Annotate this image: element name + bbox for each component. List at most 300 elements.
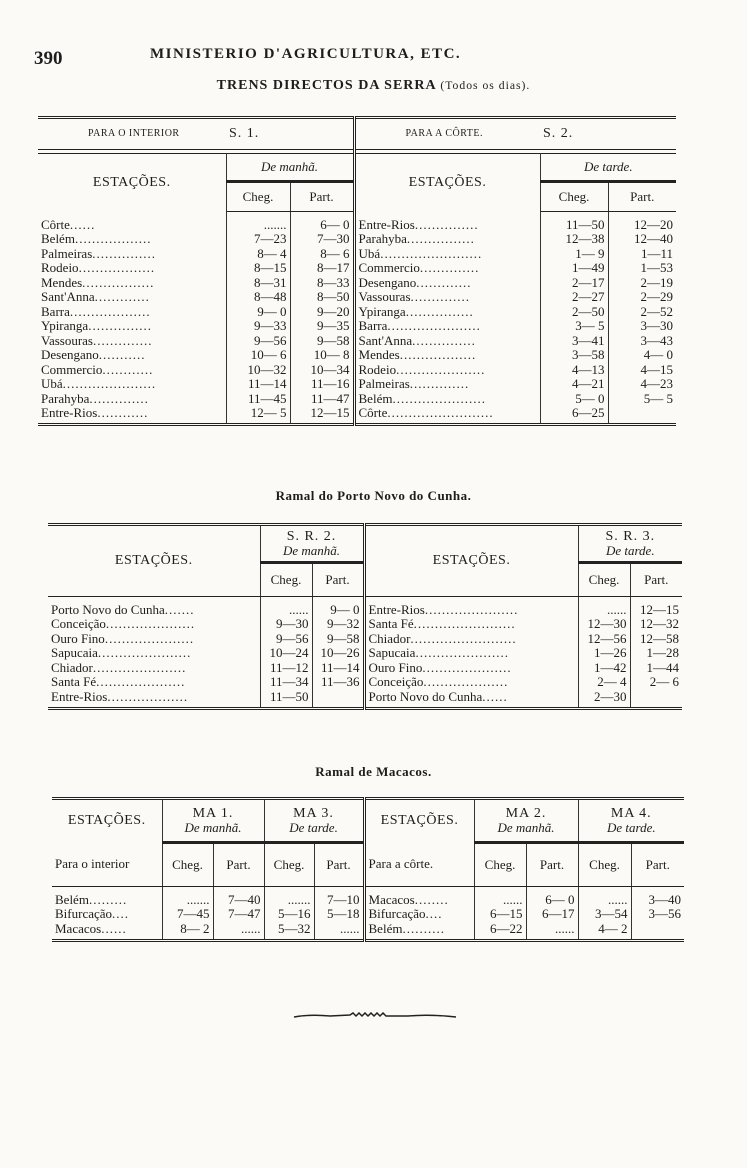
serra-left-arr: 8— 4	[226, 247, 290, 262]
table-row	[38, 406, 676, 421]
main-title	[0, 78, 747, 94]
macacos-right-dep2-header: Part.	[631, 843, 684, 887]
serra-left-train: S. 1.	[226, 118, 354, 150]
serra-right-arr: 4—21	[540, 377, 608, 392]
serra-right-station	[354, 348, 540, 363]
serra-right-arr: 2—17	[540, 276, 608, 291]
main-title-note: (Todos os dias).	[440, 79, 531, 92]
porto-left-train: S. R. 2.	[286, 528, 337, 544]
serra-left-station	[38, 290, 226, 305]
serra-right-station	[354, 232, 540, 247]
leader-dots: .....................	[105, 617, 196, 631]
porto-left-period: De manhã.	[282, 542, 341, 558]
macacos-right-dep2	[631, 922, 684, 937]
serra-left-dep: 7—30	[290, 232, 354, 247]
porto-right-station	[364, 675, 578, 690]
serra-right-arr: 2—27	[540, 290, 608, 305]
serra-right-arr: 12—38	[540, 232, 608, 247]
serra-right-period: De tarde.	[540, 154, 676, 182]
macacos-right-train2-cell	[578, 799, 684, 843]
station-name: Conceição	[51, 617, 106, 631]
leader-dots: ......	[101, 921, 127, 936]
leader-dots: .....................	[104, 631, 195, 646]
serra-left-station	[38, 377, 226, 392]
macacos-left-station	[52, 893, 162, 908]
macacos-left-dep1: 7—47	[213, 907, 264, 922]
leader-dots: .....................	[422, 660, 512, 675]
station-name: Côrte	[358, 406, 388, 420]
porto-left-dep: 9—32	[312, 617, 364, 632]
serra-left-arr: 8—31	[226, 276, 290, 291]
station-name: Entre-Rios	[41, 406, 98, 420]
macacos-left-arr2: .......	[264, 893, 314, 908]
porto-left-arr: 9—56	[260, 632, 312, 647]
table-row	[38, 377, 676, 392]
serra-right-station	[354, 305, 540, 320]
macacos-left-station-header: ESTAÇÕES.	[52, 799, 162, 843]
serra-left-dep: 11—16	[290, 377, 354, 392]
serra-left-station	[38, 348, 226, 363]
macacos-left-station	[52, 907, 162, 922]
leader-dots: ..................	[78, 261, 156, 275]
leader-dots: ......................	[97, 646, 192, 660]
serra-left-station	[38, 406, 226, 421]
porto-right-train: S. R. 3.	[605, 528, 656, 544]
leader-dots: .................	[82, 275, 155, 290]
serra-left-dep: 8—33	[290, 276, 354, 291]
porto-right-station	[364, 661, 578, 676]
station-name: Parahyba	[41, 391, 90, 406]
serra-right-dep: 12—40	[634, 231, 674, 246]
leader-dots: ....................	[423, 675, 509, 689]
station-name: Entre-Rios	[368, 602, 425, 617]
serra-right-arr: 3—58	[540, 348, 608, 363]
macacos-left-train1-name: MA 1.	[192, 805, 234, 821]
station-name: Vassouras	[41, 333, 93, 348]
serra-right-dep: 4—15	[640, 361, 674, 377]
leader-dots: ......................	[92, 660, 187, 675]
serra-right-train: S. 2.	[540, 118, 676, 150]
leader-dots: ......	[69, 217, 96, 232]
serra-right-dep: 2—29	[640, 289, 674, 304]
macacos-left-station	[52, 922, 162, 937]
station-name: Ubá	[41, 377, 63, 391]
leader-dots: ...............	[412, 333, 476, 348]
serra-left-arr-header: Cheg.	[226, 182, 290, 212]
table-row	[48, 632, 682, 647]
serra-left-station-header: ESTAÇÕES.	[38, 154, 226, 212]
station-name: Porto Novo do Cunha	[368, 689, 483, 704]
porto-left-station	[48, 690, 260, 705]
porto-right-train-cell	[578, 525, 682, 563]
serra-right-station	[354, 363, 540, 378]
macacos-left-dep1-header: Part.	[213, 843, 264, 887]
table-row	[38, 363, 676, 378]
macacos-right-station	[364, 893, 474, 908]
serra-left-arr: 7—23	[226, 232, 290, 247]
serra-left-arr: 9—33	[226, 319, 290, 334]
macacos-right-arr1: 6—15	[474, 907, 526, 922]
porto-left-dep: 9— 0	[312, 603, 364, 618]
leader-dots: ....	[425, 907, 443, 921]
serra-right-station	[354, 392, 540, 407]
leader-dots: ...............	[414, 217, 479, 232]
table-row	[48, 675, 682, 690]
macacos-right-dep2: 3—56	[648, 906, 682, 921]
serra-left-dep: 10— 8	[290, 348, 354, 363]
station-name: Ypiranga	[41, 319, 89, 333]
station-name: Desengano	[358, 275, 417, 290]
serra-left-dep-header: Part.	[290, 182, 354, 212]
station-name: Sapucaia	[368, 646, 416, 660]
macacos-left-train2-period: De tarde.	[289, 819, 338, 835]
leader-dots: ............	[102, 362, 154, 377]
porto-right-dep: 12—15	[640, 601, 680, 617]
leader-dots: ..................	[399, 348, 477, 362]
station-name: Conceição	[368, 675, 424, 689]
leader-dots: ..............	[410, 290, 471, 304]
leader-dots: ......	[482, 689, 508, 704]
macacos-left-dep2-header: Part.	[314, 843, 364, 887]
serra-right-arr: 1—49	[540, 261, 608, 276]
macacos-right-arr2: 3—54	[578, 907, 631, 922]
macacos-right-station	[364, 922, 474, 937]
porto-left-station	[48, 675, 260, 690]
serra-right-arr: 1— 9	[540, 247, 608, 262]
macacos-left-arr1: 8— 2	[162, 922, 213, 937]
serra-right-arr: 2—50	[540, 305, 608, 320]
serra-timetable	[38, 116, 676, 426]
serra-left-arr: 9— 0	[226, 305, 290, 320]
serra-right-station	[354, 334, 540, 349]
macacos-left-train2-cell	[264, 799, 364, 843]
table-row	[52, 893, 684, 908]
macacos-right-arr1: 6—22	[474, 922, 526, 937]
porto-right-dep: 1—28	[646, 645, 680, 660]
serra-left-arr: 11—14	[226, 377, 290, 392]
serra-right-dep: 1—53	[640, 260, 674, 275]
serra-right-arr: 3— 5	[540, 319, 608, 334]
station-name: Santa Fé	[51, 675, 97, 689]
station-name: Vassouras	[358, 290, 411, 304]
serra-right-arr: 4—13	[540, 363, 608, 378]
serra-left-dep: 6— 0	[290, 218, 354, 233]
porto-left-dep: 9—58	[312, 632, 364, 647]
macacos-left-dep2: 5—18	[314, 907, 364, 922]
macacos-right-arr1: ......	[474, 893, 526, 908]
station-name: Palmeiras	[41, 246, 93, 261]
station-name: Belém	[41, 232, 75, 246]
station-name: Rodeio	[358, 362, 397, 377]
serra-right-dep: 3—43	[640, 332, 674, 348]
leader-dots: ..............	[419, 261, 480, 275]
serra-left-arr: 8—15	[226, 261, 290, 276]
serra-left-station	[38, 319, 226, 334]
porto-left-arr: 10—24	[260, 646, 312, 661]
porto-novo-timetable	[48, 523, 682, 710]
table-row	[48, 661, 682, 676]
station-name: Entre-Rios	[51, 689, 108, 704]
porto-right-dep: 12—58	[640, 630, 680, 646]
serra-right-station	[354, 247, 540, 262]
serra-left-dep: 8— 6	[290, 247, 354, 262]
serra-left-station	[38, 305, 226, 320]
macacos-timetable	[52, 797, 684, 942]
porto-left-arr: 11—50	[260, 690, 312, 705]
serra-left-direction: PARA O INTERIOR	[38, 118, 226, 150]
macacos-left-arr2: 5—32	[264, 922, 314, 937]
table-row	[52, 922, 684, 937]
porto-left-dep	[312, 690, 364, 705]
serra-right-arr: 3—41	[540, 334, 608, 349]
serra-left-station	[38, 392, 226, 407]
serra-left-dep: 12—15	[290, 406, 354, 421]
table-row	[48, 690, 682, 705]
leader-dots: ......................	[424, 602, 519, 617]
porto-right-dep	[630, 690, 682, 705]
station-name: Ubá	[358, 246, 381, 261]
station-name: Mendes	[41, 275, 83, 290]
serra-left-station	[38, 276, 226, 291]
porto-left-station	[48, 632, 260, 647]
leader-dots: ..............	[93, 333, 153, 348]
macacos-right-dep2: 3—40	[648, 891, 682, 907]
leader-dots: ..............	[89, 391, 149, 406]
serra-right-arr: 6—25	[540, 406, 608, 421]
station-name: Sant'Anna	[358, 333, 413, 348]
macacos-left-dep2: 7—10	[314, 893, 364, 908]
serra-right-station-header: ESTAÇÕES.	[354, 154, 540, 212]
macacos-left-dep1: ......	[213, 922, 264, 937]
porto-left-station	[48, 617, 260, 632]
porto-right-arr: 2—30	[578, 690, 630, 705]
station-name: Desengano	[41, 348, 99, 362]
leader-dots: .............	[416, 275, 472, 290]
porto-right-arr: 1—42	[578, 661, 630, 676]
station-name: Macacos	[368, 892, 415, 907]
leader-dots: ........	[414, 892, 449, 907]
serra-left-arr: 12— 5	[226, 406, 290, 421]
table-row	[38, 218, 676, 233]
porto-right-station	[364, 690, 578, 705]
leader-dots: .............	[94, 290, 150, 304]
porto-right-dep: 12—32	[640, 616, 680, 631]
macacos-right-dep1: 6—17	[526, 907, 578, 922]
serra-right-dep: 2—19	[640, 274, 674, 290]
leader-dots: .........	[88, 892, 128, 907]
porto-left-train-cell	[260, 525, 364, 563]
running-head: MINISTERIO D'AGRICULTURA, ETC.	[150, 46, 462, 62]
serra-right-dep: 1—11	[641, 245, 674, 261]
serra-right-station	[354, 218, 540, 233]
porto-right-arr: 2— 4	[578, 675, 630, 690]
serra-right-arr: 11—50	[540, 218, 608, 233]
macacos-left-train2-name: MA 3.	[293, 805, 334, 821]
station-name: Mendes	[358, 348, 400, 362]
station-name: Palmeiras	[358, 377, 410, 391]
macacos-right-arr2: ......	[578, 893, 631, 908]
macacos-right-train2-name: MA 4.	[610, 805, 652, 821]
serra-right-station	[354, 406, 540, 421]
serra-left-arr: 10—32	[226, 363, 290, 378]
macacos-right-station-header: ESTAÇÕES.	[364, 799, 474, 843]
porto-left-dep-header: Part.	[312, 563, 364, 597]
leader-dots: ..............	[409, 377, 470, 391]
leader-dots: ................	[406, 232, 475, 246]
serra-right-dep: 5— 5	[643, 390, 674, 406]
serra-left-dep: 9—20	[290, 305, 354, 320]
table-row	[48, 603, 682, 618]
leader-dots: .........................	[387, 406, 494, 420]
main-title-text: TRENS DIRECTOS DA SERRA	[216, 78, 436, 93]
porto-right-period: De tarde.	[605, 542, 655, 558]
ornament-divider	[290, 1012, 460, 1020]
serra-left-period: De manhã.	[226, 154, 354, 182]
serra-right-dep: 2—52	[640, 303, 674, 319]
porto-right-station	[364, 632, 578, 647]
serra-left-station	[38, 261, 226, 276]
station-name: Parahyba	[358, 232, 407, 246]
porto-novo-title: Ramal do Porto Novo do Cunha.	[275, 488, 472, 503]
porto-left-arr-header: Cheg.	[260, 563, 312, 597]
serra-right-dep: 4— 0	[643, 347, 674, 362]
macacos-left-arr1: 7—45	[162, 907, 213, 922]
serra-left-arr: 10— 6	[226, 348, 290, 363]
station-name: Entre-Rios	[358, 217, 415, 232]
station-name: Barra	[358, 319, 388, 333]
porto-left-dep: 11—36	[312, 675, 364, 690]
serra-left-dep: 10—34	[290, 363, 354, 378]
macacos-left-arr1-header: Cheg.	[162, 843, 213, 887]
serra-right-dep-header: Part.	[608, 182, 676, 212]
station-name: Bifurcação	[55, 907, 113, 921]
serra-left-arr: .......	[226, 218, 290, 233]
serra-right-station	[354, 261, 540, 276]
serra-right-arr: 5— 0	[540, 392, 608, 407]
table-row	[38, 290, 676, 305]
macacos-right-dep1-header: Part.	[526, 843, 578, 887]
leader-dots: ...................	[69, 304, 151, 319]
macacos-right-dep1: ......	[526, 922, 578, 937]
macacos-right-arr1-header: Cheg.	[474, 843, 526, 887]
porto-right-arr-header: Cheg.	[578, 563, 630, 597]
porto-right-arr: 12—56	[578, 632, 630, 647]
macacos-left-arr1: .......	[162, 893, 213, 908]
macacos-left-train1-period: De manhã.	[184, 819, 242, 835]
porto-left-arr: 11—34	[260, 675, 312, 690]
table-row	[48, 617, 682, 632]
table-row	[38, 276, 676, 291]
station-name: Belém	[358, 391, 393, 406]
table-row	[38, 305, 676, 320]
macacos-left-train1-cell	[162, 799, 264, 843]
serra-left-dep: 8—17	[290, 261, 354, 276]
station-name: Belém	[368, 921, 403, 936]
macacos-title: Ramal de Macacos.	[315, 764, 432, 779]
serra-right-arr-header: Cheg.	[540, 182, 608, 212]
leader-dots: ......................	[415, 646, 509, 660]
leader-dots: ......................	[387, 319, 481, 333]
station-name: Ypiranga	[358, 304, 406, 319]
station-name: Commercio	[41, 362, 103, 377]
porto-right-dep-header: Part.	[630, 563, 682, 597]
table-row	[38, 261, 676, 276]
station-name: Macacos	[55, 921, 102, 936]
porto-left-arr: ......	[260, 603, 312, 618]
table-row	[38, 334, 676, 349]
porto-right-station	[364, 646, 578, 661]
macacos-right-train1-cell	[474, 799, 578, 843]
porto-right-arr: 12—30	[578, 617, 630, 632]
station-name: Ouro Fino	[51, 631, 105, 646]
station-name: Sant'Anna	[41, 290, 95, 304]
leader-dots: ......................	[62, 377, 157, 391]
serra-left-station	[38, 334, 226, 349]
leader-dots: .......	[164, 602, 195, 617]
leader-dots: ...............	[92, 246, 157, 261]
macacos-left-dep1: 7—40	[213, 893, 264, 908]
macacos-right-arr2: 4— 2	[578, 922, 631, 937]
serra-left-dep: 8—50	[290, 290, 354, 305]
macacos-right-station	[364, 907, 474, 922]
leader-dots: ............	[97, 406, 149, 420]
table-row	[38, 392, 676, 407]
page-number: 390	[34, 48, 63, 69]
porto-right-station	[364, 603, 578, 618]
station-name: Bifurcação	[368, 907, 426, 921]
serra-right-station	[354, 377, 540, 392]
macacos-left-direction: Para o interior	[52, 843, 162, 887]
macacos-right-arr2-header: Cheg.	[578, 843, 631, 887]
porto-left-arr: 11—12	[260, 661, 312, 676]
leader-dots: .....................	[96, 675, 186, 689]
serra-right-station	[354, 319, 540, 334]
station-name: Commercio	[358, 261, 420, 275]
leader-dots: ......................	[392, 391, 486, 406]
station-name: Porto Novo do Cunha	[51, 602, 165, 617]
table-row	[38, 232, 676, 247]
macacos-right-train1-period: De manhã.	[497, 819, 555, 835]
serra-right-station	[354, 276, 540, 291]
macacos-right-train1-name: MA 2.	[505, 805, 547, 821]
table-row	[48, 646, 682, 661]
macacos-right-train2-period: De tarde.	[606, 819, 656, 835]
porto-left-station-header: ESTAÇÕES.	[48, 525, 260, 597]
porto-left-arr: 9—30	[260, 617, 312, 632]
macacos-left-arr2-header: Cheg.	[264, 843, 314, 887]
station-name: Rodeio	[41, 261, 79, 275]
porto-left-station	[48, 646, 260, 661]
porto-left-dep: 10—26	[312, 646, 364, 661]
serra-left-station	[38, 218, 226, 233]
serra-right-dep: 4—23	[640, 376, 674, 391]
macacos-right-dep1: 6— 0	[526, 893, 578, 908]
porto-right-dep: 2— 6	[649, 674, 680, 689]
leader-dots: ..........	[402, 921, 445, 936]
serra-right-station	[354, 290, 540, 305]
serra-right-dep	[608, 406, 676, 421]
leader-dots: ...........	[98, 348, 146, 362]
leader-dots: ........................	[413, 617, 516, 631]
station-name: Chiador	[368, 631, 411, 646]
serra-left-dep: 9—58	[290, 334, 354, 349]
serra-right-dep: 3—30	[640, 318, 674, 333]
serra-left-station	[38, 363, 226, 378]
porto-right-arr: ......	[578, 603, 630, 618]
macacos-left-dep2: ......	[314, 922, 364, 937]
porto-left-dep: 11—14	[312, 661, 364, 676]
station-name: Santa Fé	[368, 617, 414, 631]
